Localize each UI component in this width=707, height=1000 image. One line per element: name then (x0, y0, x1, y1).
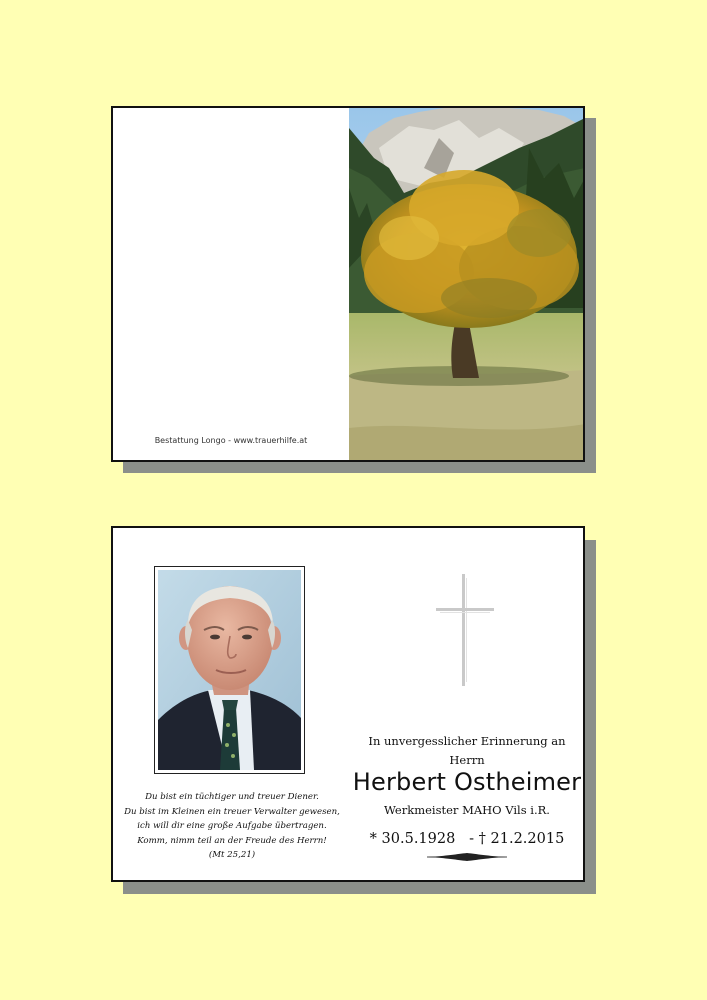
verse-line: Du bist im Kleinen ein treuer Verwalter gewesen, (124, 806, 340, 817)
deceased-profession: Werkmeister MAHO Vils i.R. (384, 803, 550, 817)
birth-date: * 30.5.1928 (369, 831, 456, 847)
back-page (113, 108, 349, 460)
publisher-text: Bestattung Longo - www.trauerhilfe.at (154, 436, 308, 445)
portrait-photo (158, 570, 301, 770)
inner-card (111, 526, 585, 882)
verse-line: ich will dir eine große Aufgabe übertragen. (137, 821, 327, 832)
front-card (111, 106, 585, 462)
verse-reference: (Mt 25,21) (208, 850, 256, 861)
cover-image (349, 108, 585, 460)
cross-icon (436, 574, 494, 686)
ornament-divider-icon (427, 853, 507, 861)
life-dates (349, 831, 585, 847)
verse-line: Komm, nimm teil an der Freude des Herrn! (137, 835, 327, 846)
memorial-intro: In unvergesslicher Erinnerung an (368, 734, 566, 748)
verse-line: Du bist ein tüchtiger und treuer Diener. (145, 792, 319, 802)
tree-landscape-image (349, 108, 585, 460)
deceased-name: Herbert Ostheimer (352, 768, 582, 796)
memorial-title: Herrn (449, 753, 485, 767)
bible-verse (121, 790, 343, 863)
portrait-frame (154, 566, 305, 774)
death-date: - † 21.2.2015 (469, 831, 565, 847)
